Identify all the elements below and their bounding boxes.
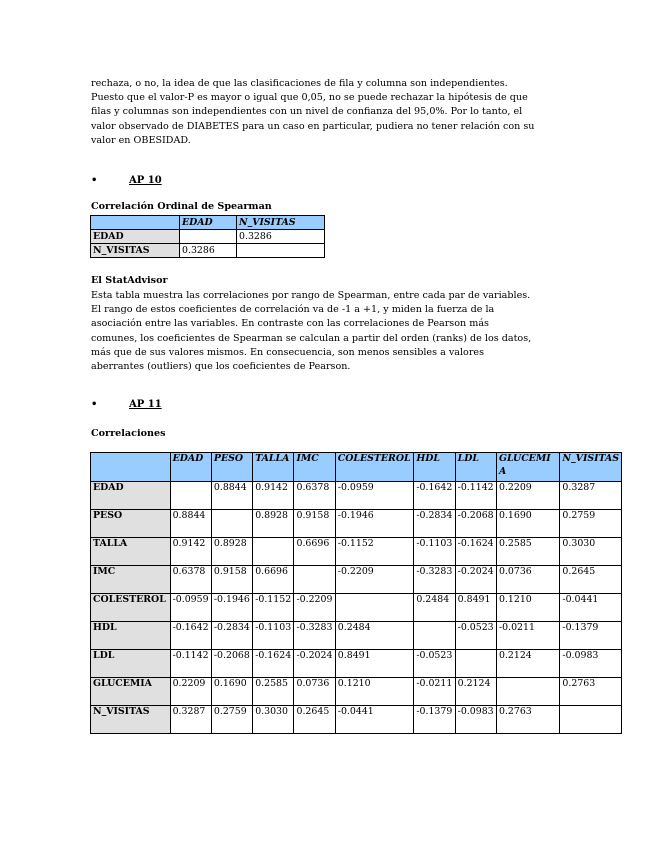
table-cell: -0.0211 bbox=[414, 678, 455, 706]
table-cell: 0.8844 bbox=[211, 482, 252, 510]
table-cell: 0.9142 bbox=[253, 482, 294, 510]
table-cell: 0.1210 bbox=[335, 678, 414, 706]
table-cell: 0.1690 bbox=[211, 678, 252, 706]
table-cell: 0.0736 bbox=[294, 678, 335, 706]
table-row bbox=[91, 482, 622, 510]
table-cell: 0.2484 bbox=[335, 622, 414, 650]
table-cell: 0.6696 bbox=[253, 566, 294, 594]
table-cell: 0.8491 bbox=[335, 650, 414, 678]
row-header: N_VISITAS bbox=[91, 244, 180, 258]
table-corner bbox=[91, 216, 180, 230]
column-header: EDAD bbox=[170, 453, 211, 482]
table-cell: -0.1379 bbox=[560, 622, 622, 650]
row-header: PESO bbox=[91, 510, 171, 538]
table-cell bbox=[211, 510, 252, 538]
section-ap10-heading bbox=[91, 175, 162, 186]
intro-line: valor observado de DIABETES para un caso en particular, pudiera no tener relación con su bbox=[91, 120, 535, 132]
table-caption: Correlaciones bbox=[91, 428, 166, 439]
table-cell: -0.1379 bbox=[414, 706, 455, 734]
table-cell: 0.2585 bbox=[496, 538, 559, 566]
table-row bbox=[91, 622, 622, 650]
table-cell: -0.0983 bbox=[560, 650, 622, 678]
statadvisor-line: aberrantes (outliers) que los coeficientes de Pearson. bbox=[91, 361, 351, 373]
table-row bbox=[91, 706, 622, 734]
table-cell bbox=[414, 622, 455, 650]
table-row bbox=[91, 538, 622, 566]
table-cell: -0.2024 bbox=[455, 566, 496, 594]
table-row bbox=[91, 566, 622, 594]
statadvisor-title: El StatAdvisor bbox=[91, 275, 168, 286]
table-cell: -0.0441 bbox=[335, 706, 414, 734]
statadvisor-line: comunes, los coeficientes de Spearman se calculan a partir del orden (ranks) de los datos, bbox=[91, 332, 532, 344]
table-cell: -0.0959 bbox=[170, 594, 211, 622]
table-row bbox=[91, 230, 325, 244]
section-ap11-heading bbox=[91, 399, 162, 410]
table-cell: 0.3030 bbox=[560, 538, 622, 566]
table-cell bbox=[294, 566, 335, 594]
section-title: AP 10 bbox=[129, 175, 162, 186]
table-cell: -0.1142 bbox=[170, 650, 211, 678]
table-cell: -0.2068 bbox=[211, 650, 252, 678]
table-caption: Correlación Ordinal de Spearman bbox=[91, 201, 272, 212]
table-cell: -0.0523 bbox=[455, 622, 496, 650]
table-cell: -0.0523 bbox=[414, 650, 455, 678]
column-header: EDAD bbox=[180, 216, 237, 230]
row-header: IMC bbox=[91, 566, 171, 594]
table-cell: 0.8491 bbox=[455, 594, 496, 622]
column-header: LDL bbox=[455, 453, 496, 482]
table-cell bbox=[335, 594, 414, 622]
table-cell: -0.1624 bbox=[253, 650, 294, 678]
table-cell: -0.0983 bbox=[455, 706, 496, 734]
row-header: EDAD bbox=[91, 482, 171, 510]
table-cell: -0.0211 bbox=[496, 622, 559, 650]
table-cell: 0.6378 bbox=[170, 566, 211, 594]
table-cell bbox=[180, 230, 237, 244]
table-cell: -0.1624 bbox=[455, 538, 496, 566]
table-cell: 0.2124 bbox=[496, 650, 559, 678]
statadvisor-line: Esta tabla muestra las correlaciones por rango de Spearman, entre cada par de variables. bbox=[91, 290, 531, 301]
table-cell: 0.1210 bbox=[496, 594, 559, 622]
column-header: N_VISITAS bbox=[237, 216, 325, 230]
table-row bbox=[91, 650, 622, 678]
intro-line: filas y columnas son independientes con un nivel de confianza del 95,0%. Por lo tanto, el bbox=[91, 106, 523, 118]
table-cell: 0.6696 bbox=[294, 538, 335, 566]
row-header: LDL bbox=[91, 650, 171, 678]
intro-paragraph bbox=[91, 77, 566, 148]
table-cell: 0.3030 bbox=[253, 706, 294, 734]
intro-line: valor en OBESIDAD. bbox=[91, 134, 191, 146]
statadvisor-line: más que de sus valores mismos. En consecuencia, son menos sensibles a valores bbox=[91, 346, 485, 358]
table-corner bbox=[91, 453, 171, 482]
table-cell: -0.1142 bbox=[455, 482, 496, 510]
table-cell: 0.2124 bbox=[455, 678, 496, 706]
row-header: COLESTEROL bbox=[91, 594, 171, 622]
table-cell bbox=[253, 538, 294, 566]
table-cell: 0.3287 bbox=[560, 482, 622, 510]
table-cell: 0.9142 bbox=[170, 538, 211, 566]
table-cell: 0.1690 bbox=[496, 510, 559, 538]
statadvisor-line: El rango de estos coeficientes de correlación va de -1 a +1, y miden la fuerza de la bbox=[91, 304, 495, 316]
row-header: EDAD bbox=[91, 230, 180, 244]
table-cell: 0.2209 bbox=[496, 482, 559, 510]
table-cell: 0.8928 bbox=[253, 510, 294, 538]
table-cell: 0.0736 bbox=[496, 566, 559, 594]
spearman-table bbox=[90, 215, 325, 258]
table-cell: -0.1946 bbox=[211, 594, 252, 622]
table-cell: -0.2068 bbox=[455, 510, 496, 538]
bullet-icon: • bbox=[91, 175, 98, 186]
table-cell bbox=[237, 244, 325, 258]
row-header: TALLA bbox=[91, 538, 171, 566]
table-cell: 0.6378 bbox=[294, 482, 335, 510]
table-row bbox=[91, 244, 325, 258]
table-cell: -0.1642 bbox=[414, 482, 455, 510]
table-row bbox=[91, 594, 622, 622]
intro-line: rechaza, o no, la idea de que las clasificaciones de fila y columna son independientes. bbox=[91, 78, 508, 89]
column-header: N_VISITAS bbox=[560, 453, 622, 482]
table-cell bbox=[496, 678, 559, 706]
table-cell: 0.8928 bbox=[211, 538, 252, 566]
table-cell: 0.3286 bbox=[180, 244, 237, 258]
table-cell: -0.2834 bbox=[211, 622, 252, 650]
table-row bbox=[91, 510, 622, 538]
table-cell: 0.2645 bbox=[294, 706, 335, 734]
column-header: GLUCEMIA bbox=[496, 453, 559, 482]
table-row bbox=[91, 678, 622, 706]
column-header: COLESTEROL bbox=[335, 453, 414, 482]
table-cell: 0.8844 bbox=[170, 510, 211, 538]
table-cell: 0.9158 bbox=[211, 566, 252, 594]
table-cell: 0.2585 bbox=[253, 678, 294, 706]
table-cell: 0.2759 bbox=[560, 510, 622, 538]
column-header: IMC bbox=[294, 453, 335, 482]
column-header: HDL bbox=[414, 453, 455, 482]
table-cell: -0.1946 bbox=[335, 510, 414, 538]
table-cell: 0.2759 bbox=[211, 706, 252, 734]
table-cell bbox=[560, 706, 622, 734]
table-cell: 0.3287 bbox=[170, 706, 211, 734]
table-cell: -0.3283 bbox=[414, 566, 455, 594]
table-cell: -0.3283 bbox=[294, 622, 335, 650]
bullet-icon: • bbox=[91, 399, 98, 410]
table-cell: 0.2484 bbox=[414, 594, 455, 622]
table-cell: -0.0441 bbox=[560, 594, 622, 622]
correlations-table bbox=[90, 452, 622, 734]
statadvisor-line: asociación entre las variables. En contraste con las correlaciones de Pearson más bbox=[91, 318, 489, 330]
table-cell: 0.2763 bbox=[496, 706, 559, 734]
row-header: N_VISITAS bbox=[91, 706, 171, 734]
table-cell: -0.1103 bbox=[414, 538, 455, 566]
section-title: AP 11 bbox=[129, 399, 162, 410]
table-cell: 0.3286 bbox=[237, 230, 325, 244]
table-cell: 0.2763 bbox=[560, 678, 622, 706]
table-cell: -0.1152 bbox=[335, 538, 414, 566]
column-header: TALLA bbox=[253, 453, 294, 482]
table-cell: 0.2209 bbox=[170, 678, 211, 706]
row-header: HDL bbox=[91, 622, 171, 650]
table-cell: 0.2645 bbox=[560, 566, 622, 594]
intro-line: Puesto que el valor-P es mayor o igual que 0,05, no se puede rechazar la hipótesis de que bbox=[91, 92, 528, 104]
table-cell: -0.1152 bbox=[253, 594, 294, 622]
table-cell: -0.2209 bbox=[335, 566, 414, 594]
table-cell: -0.2834 bbox=[414, 510, 455, 538]
column-header: PESO bbox=[211, 453, 252, 482]
table-cell: -0.2209 bbox=[294, 594, 335, 622]
table-cell: -0.1103 bbox=[253, 622, 294, 650]
table-cell: -0.1642 bbox=[170, 622, 211, 650]
statadvisor-paragraph bbox=[91, 289, 566, 374]
row-header: GLUCEMIA bbox=[91, 678, 171, 706]
table-cell bbox=[455, 650, 496, 678]
table-cell: -0.2024 bbox=[294, 650, 335, 678]
table-cell: -0.0959 bbox=[335, 482, 414, 510]
table-cell bbox=[170, 482, 211, 510]
table-cell: 0.9158 bbox=[294, 510, 335, 538]
